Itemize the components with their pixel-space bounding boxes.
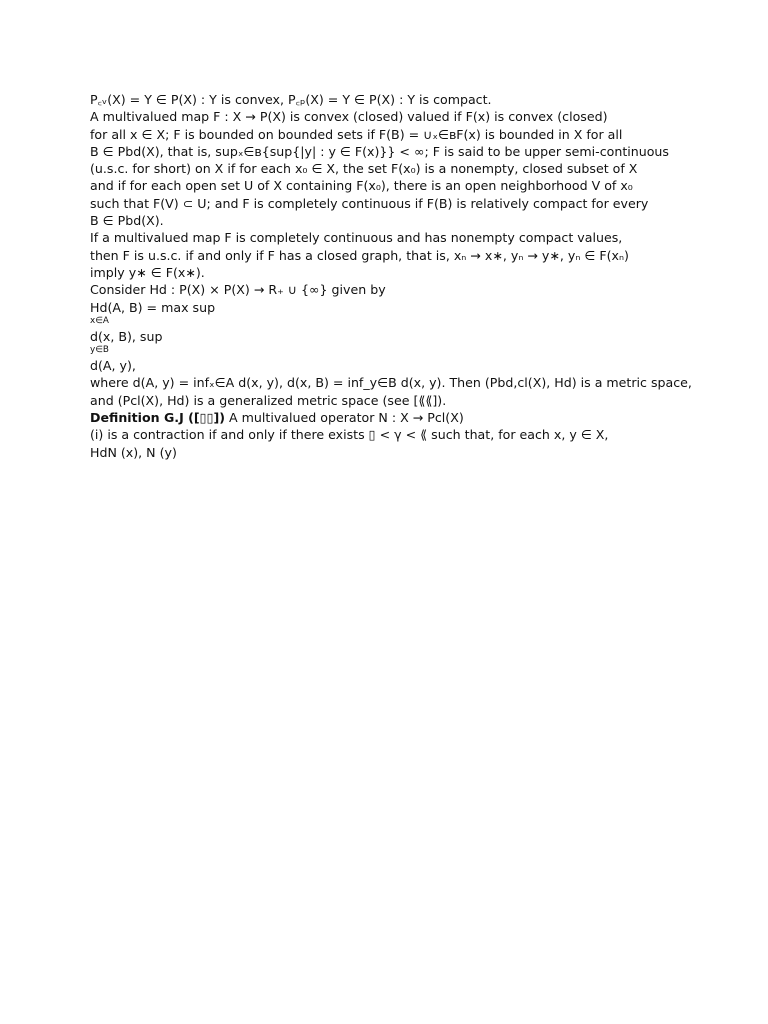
text-line: for all x ∈ X; F is bounded on bounded sets if F(B) = ∪ₓ∈ʙF(x) is bounded in X for all — [90, 126, 623, 142]
text-line: imply y∗ ∈ F(x∗). — [90, 264, 205, 280]
text-line: and if for each open set U of X containing F(x₀), there is an open neighborhood V of x₀ — [90, 178, 633, 194]
text-line: B ∈ Pbd(X). — [90, 213, 164, 229]
text-line: B ∈ Pbd(X), that is, supₓ∈ʙ{sup{|y| : y ∈ F(x)}} < ∞; F is said to be upper semi-continuous — [90, 143, 669, 159]
text-line: (i) is a contraction if and only if there exists ▯ < γ < ⟪ such that, for each x, y ∈ X, — [90, 427, 609, 443]
text-line: Hd(A, B) = max sup — [90, 299, 216, 315]
text-line: HdN (x), N (y) — [90, 444, 177, 460]
text-line: then F is u.s.c. if and only if F has a closed graph, that is, xₙ → x∗, yₙ → y∗, yₙ ∈ F(xₙ) — [90, 247, 629, 263]
text-line: d(x, B), sup — [90, 328, 163, 344]
text-line: P꜀ᵥ(X) = Y ∈ P(X) : Y is convex, P꜀ₚ(X) = Y ∈ P(X) : Y is compact. — [90, 92, 492, 107]
text-line: (u.s.c. for short) on X if for each x₀ ∈ X, the set F(x₀) is a nonempty, closed subset of X — [90, 161, 638, 177]
definition-label: Definition G.J ([▯▯]) — [90, 410, 226, 426]
subscript-line: x∈A — [90, 315, 109, 326]
definition-line — [90, 409, 690, 426]
text-line: and (Pcl(X), Hd) is a generalized metric space (see [⟪⟪]). — [90, 392, 447, 408]
text-line: Consider Hd : P(X) × P(X) → R₊ ∪ {∞} given by — [90, 282, 386, 298]
subscript-line: y∈B — [90, 345, 109, 356]
text-line: A multivalued map F : X → P(X) is convex (closed) valued if F(x) is convex (closed) — [90, 109, 608, 125]
text-line: d(A, y), — [90, 358, 136, 374]
text-line: If a multivalued map F is completely continuous and has nonempty compact values, — [90, 230, 623, 246]
text-line: where d(A, y) = infₓ∈A d(x, y), d(x, B) = inf_y∈B d(x, y). Then (Pbd,cl(X), Hd) is a metric space, — [90, 375, 692, 391]
definition-text: A multivalued operator N : X → Pcl(X) — [229, 410, 464, 426]
document-text-block — [90, 91, 690, 461]
text-line: such that F(V) ⊂ U; and F is completely continuous if F(B) is relatively compact for every — [90, 195, 649, 211]
